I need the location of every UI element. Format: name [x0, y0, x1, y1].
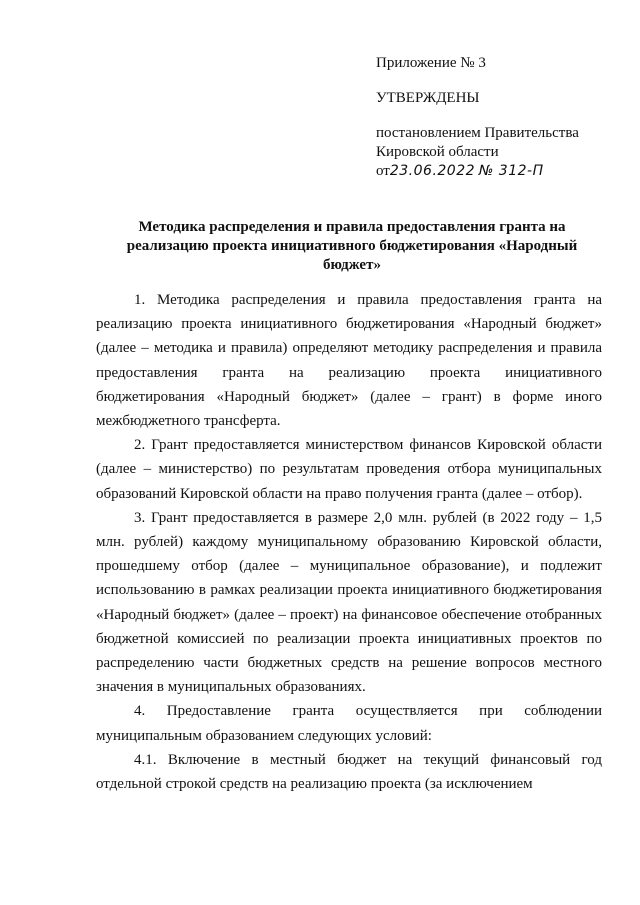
spacer — [376, 108, 626, 124]
approval-block — [376, 54, 626, 181]
paragraph-1: 1. Методика распределения и правила предоставления гранта на реализацию проекта инициативного бюджетирования «Народный бюджет» (далее – методика и правила) определяют методику распределения и правила предоставления гранта на реализацию проекта инициативного бюджетирования «Народный бюджет» (далее – грант) в форме иного межбюджетного трансферта. — [96, 292, 602, 430]
paragraph-4: 4. Предоставление гранта осуществляется при соблюдении муниципальным образованием следующих условий: — [96, 703, 602, 744]
document-body — [96, 288, 602, 796]
paragraph-3: 3. Грант предоставляется в размере 2,0 млн. рублей (в 2022 году – 1,5 млн. рублей) каждому муниципальному образованию Кировской области, прошедшему отбор (далее – муниципальное образование), и подлежит использованию в рамках реализации проекта инициативного бюджетирования «Народный бюджет» (далее – проект) на финансовое обеспечение отобранных бюджетной комиссией по реализации проекта инициативных проектов по распределению части бюджетных средств на решение вопросов местного значения в муниципальных образованиях. — [96, 509, 602, 696]
decree-date: 23.06.2022 — [389, 163, 476, 179]
decree-line-1: постановлением Правительства — [376, 125, 579, 141]
approved-label: УТВЕРЖДЕНЫ — [376, 90, 480, 106]
document-title: Методика распределения и правила предоставления гранта на реализацию проекта инициативного бюджетирования «Народный бюджет» — [126, 219, 578, 273]
spacer — [376, 73, 626, 89]
decree-line-2: Кировской области — [376, 144, 499, 160]
decree-date-line — [376, 162, 626, 181]
paragraph-2: 2. Грант предоставляется министерством финансов Кировской области (далее – министерство) по результатам проведения отбора муниципальных образований Кировской области на право получения гранта (далее – отбор). — [96, 437, 602, 502]
date-prefix: от — [376, 163, 390, 179]
appendix-label: Приложение № 3 — [376, 55, 486, 71]
decree-number: № 312-П — [478, 163, 544, 179]
paragraph-4-1: 4.1. Включение в местный бюджет на текущий финансовый год отдельной строкой средств на реализацию проекта (за исключением — [96, 751, 602, 793]
